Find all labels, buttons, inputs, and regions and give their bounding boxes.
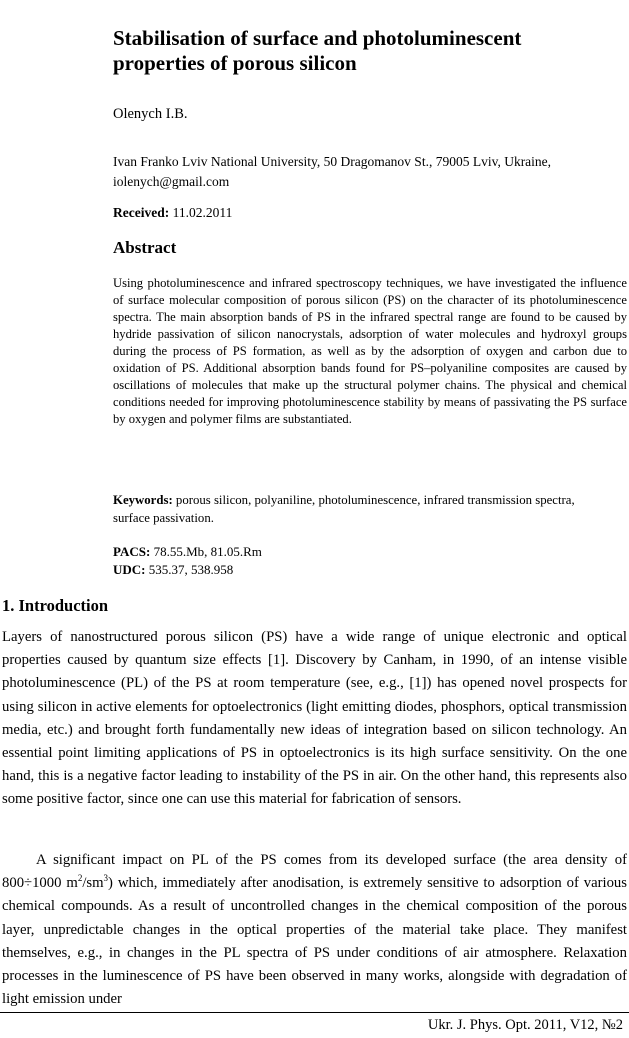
keywords bbox=[113, 491, 583, 527]
para2-text-b: /sm bbox=[82, 875, 104, 892]
udc-line bbox=[113, 561, 262, 579]
para2-superscript-1: 2 bbox=[77, 873, 83, 884]
paper-title: Stabilisation of surface and photoluminescent properties of porous silicon bbox=[113, 26, 522, 75]
section-heading-introduction: 1. Introduction bbox=[2, 596, 109, 615]
udc-label: UDC: bbox=[113, 562, 146, 577]
classification-codes bbox=[113, 543, 262, 579]
para2-text-a: A significant impact on PL of the PS comes from its developed surface (the area density of 800÷1000 m bbox=[2, 852, 627, 892]
body-paragraph-2 bbox=[2, 849, 627, 1011]
received-date bbox=[113, 205, 232, 221]
pacs-line bbox=[113, 543, 262, 561]
footer-rule bbox=[0, 1012, 629, 1013]
journal-footer: Ukr. J. Phys. Opt. 2011, V12, №2 bbox=[427, 1017, 623, 1033]
keywords-value: porous silicon, polyaniline, photoluminescence, infrared transmission spectra, surface passivation. bbox=[113, 493, 575, 525]
keywords-label: Keywords: bbox=[113, 493, 173, 507]
pacs-value: 78.55.Mb, 81.05.Rm bbox=[153, 544, 262, 559]
authors: Olenych I.B. bbox=[113, 106, 188, 122]
received-label: Received: bbox=[113, 205, 170, 220]
pacs-label: PACS: bbox=[113, 544, 151, 559]
abstract-heading: Abstract bbox=[113, 238, 177, 257]
affiliation: Ivan Franko Lviv National University, 50 Dragomanov St., 79005 Lviv, Ukraine, iolenych@gmail.com bbox=[113, 154, 552, 189]
para2-text-c: ) which, immediately after anodisation, is extremely sensitive to adsorption of various chemical compounds. As a result of uncontrolled changes in the chemical composition of the porous layer, unpredictable changes in the optical properties of the material take place. They manifest themselves, e.g., in changes in the PL spectra of PS under conditions of air atmosphere. Relaxation processes in the luminescence of PS have been observed in many works, alongside with degradation of light emission under bbox=[2, 875, 627, 1008]
udc-value: 535.37, 538.958 bbox=[148, 562, 234, 577]
para2-superscript-2: 3 bbox=[103, 873, 109, 884]
body-paragraph-1: Layers of nanostructured porous silicon (PS) have a wide range of unique electronic and optical properties caused by quantum size effects [1]. Discovery by Canham, in 1990, of an intense visible photoluminescence (PL) of the PS at room temperature (see, e.g., [1]) has opened novel prospects for using silicon in active elements for optoelectronics (light emitting diodes, phosphors, optical transmission media, etc.) and brought forth fundamentally new ideas of integration based on silicon technology. An essential point limiting applications of PS in optoelectronics is its high surface sensitivity. On the one hand, this is a negative factor leading to instability of the PS in air. On the other hand, this represents also some positive factor, since one can use this material for fabrication of sensors. bbox=[2, 629, 627, 808]
abstract-text: Using photoluminescence and infrared spectroscopy techniques, we have investigated the influence of surface molecular composition of porous silicon (PS) on the character of its photoluminescence spectra. The main absorption bands of PS in the infrared spectral range are found to be caused by hydride passivation of silicon nanocrystals, adsorption of water molecules and hydroxyl groups during the process of PS formation, as well as by the adsorption of oxygen and carbon due to oxidation of PS. Additional absorption bands found for PS–polyaniline composites are caused by oscillations of molecules that make up the structural polymer chains. The physical and chemical conditions needed for improving photoluminescence stability by means of passivating the PS surface by oxygen and polymer films are substantiated. bbox=[113, 276, 627, 426]
received-value: 11.02.2011 bbox=[172, 205, 233, 220]
